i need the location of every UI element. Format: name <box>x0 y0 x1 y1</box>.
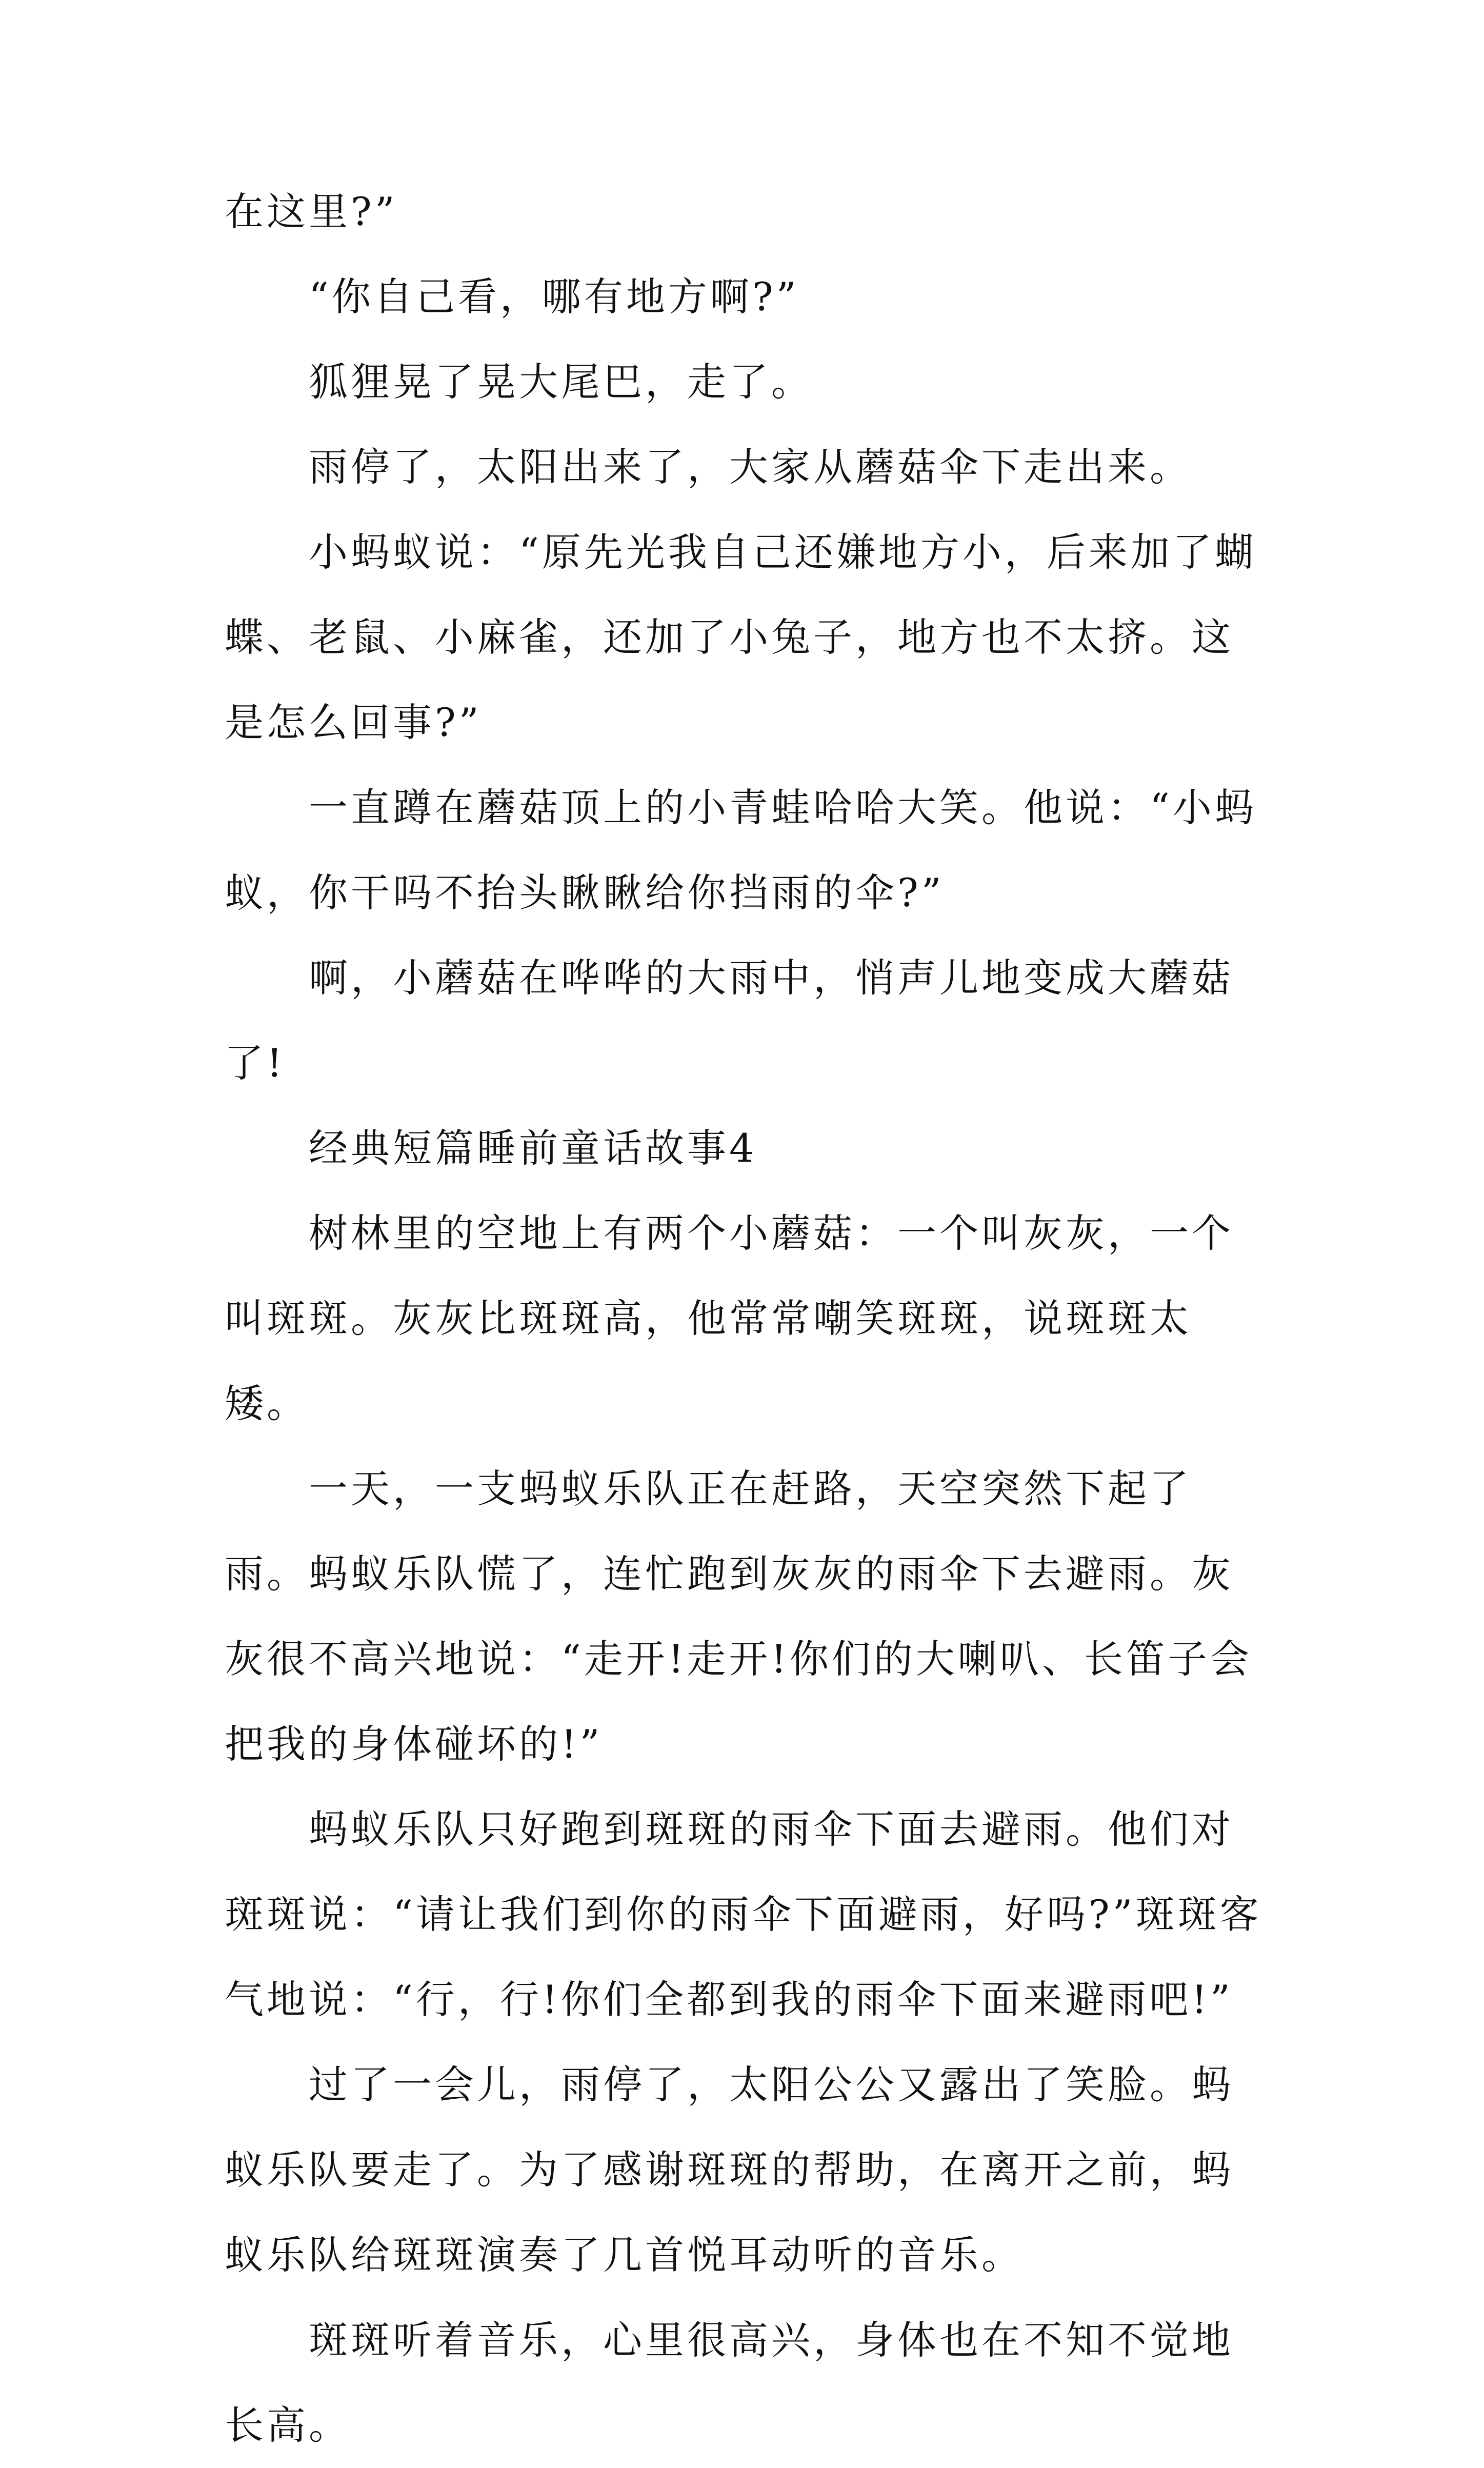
document-body <box>225 169 1271 2468</box>
paragraph-3: 狐狸晃了晃大尾巴，走了。 <box>309 359 813 405</box>
paragraph-continuation: 在这里?” <box>225 189 398 234</box>
paragraph-2: “你自己看，哪有地方啊?” <box>309 274 799 320</box>
paragraph-6: 一直蹲在蘑菇顶上的小青蛙哈哈大笑。他说：“小蚂蚁，你干吗不抬头瞅瞅给你挡雨的伞?” <box>225 785 1257 915</box>
paragraph-4: 雨停了，太阳出来了，大家从蘑菇伞下走出来。 <box>309 444 1192 490</box>
paragraph-5: 小蚂蚁说：“原先光我自己还嫌地方小，后来加了蝴蝶、老鼠、小麻雀，还加了小兔子，地方也不太挤。这是怎么回事?” <box>225 529 1257 745</box>
paragraph-7: 啊，小蘑菇在哗哗的大雨中，悄声儿地变成大蘑菇了! <box>225 955 1234 1086</box>
story-heading: 经典短篇睡前童话故事4 <box>309 1125 757 1171</box>
paragraph-13: 斑斑听着音乐，心里很高兴，身体也在不知不觉地长高。 <box>225 2317 1234 2448</box>
paragraph-11: 蚂蚁乐队只好跑到斑斑的雨伞下面去避雨。他们对斑斑说：“请让我们到你的雨伞下面避雨，好吗?”斑斑客气地说：“行，行!你们全都到我的雨伞下面来避雨吧!” <box>225 1806 1262 2022</box>
paragraph-10: 一天，一支蚂蚁乐队正在赶路，天空突然下起了雨。蚂蚁乐队慌了，连忙跑到灰灰的雨伞下去避雨。灰灰很不高兴地说：“走开!走开!你们的大喇叭、长笛子会把我的身体碰坏的!” <box>225 1466 1252 1767</box>
paragraph-9: 树林里的空地上有两个小蘑菇：一个叫灰灰，一个叫斑斑。灰灰比斑斑高，他常常嘲笑斑斑，说斑斑太矮。 <box>225 1210 1234 1426</box>
paragraph-12: 过了一会儿，雨停了，太阳公公又露出了笑脸。蚂蚁乐队要走了。为了感谢斑斑的帮助，在离开之前，蚂蚁乐队给斑斑演奏了几首悦耳动听的音乐。 <box>225 2062 1234 2278</box>
